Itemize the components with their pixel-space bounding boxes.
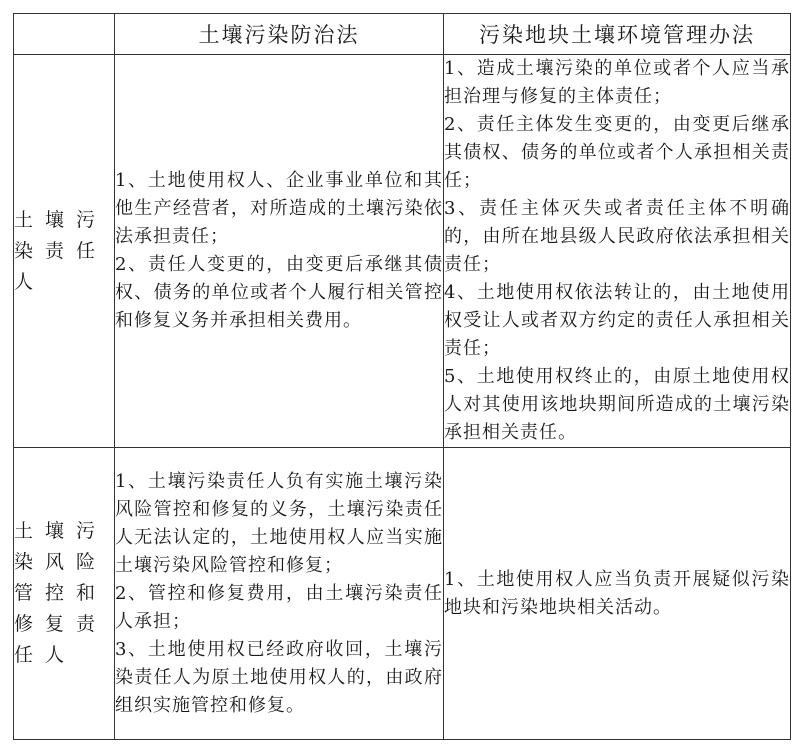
list-item: 5、土地使用权终止的，由原土地使用权人对其使用该地块期间所造成的土壤污染承担相关责任。	[444, 366, 790, 443]
row-label-polluter: 土壤污染责任人	[14, 55, 115, 448]
list-item: 3、土地使用权已经政府收回，土壤污染责任人为原土地使用权人的，由政府组织实施管控和修复。	[115, 638, 443, 716]
column-header-measures: 污染地块土壤环境管理办法	[444, 14, 791, 55]
column-header-law: 土壤污染防治法	[115, 14, 444, 55]
header-row	[14, 14, 791, 55]
list-item: 4、土地使用权依法转让的，由土地使用权受让人或者双方约定的责任人承担相关责任；	[444, 282, 790, 359]
law-cell-polluter	[115, 55, 444, 448]
list-item: 1、土地使用权人、企业事业单位和其他生产经营者，对所造成的土壤污染依法承担责任；	[115, 170, 443, 247]
list-item: 3、责任主体灭失或者责任主体不明确的，由所在地县级人民政府依法承担相关责任；	[444, 198, 790, 275]
measures-cell-polluter	[444, 55, 791, 448]
list-item: 1、土壤污染责任人负有实施土壤污染风险管控和修复的义务，土壤污染责任人无法认定的，土地使用权人应当实施土壤污染风险管控和修复；	[115, 470, 443, 576]
table-row-polluter	[14, 55, 791, 448]
measures-cell-risk-control	[444, 448, 791, 740]
list-item: 2、管控和修复费用，由土壤污染责任人承担；	[115, 582, 443, 632]
law-cell-risk-control	[115, 448, 444, 740]
row-label-risk-control: 土壤污染风险管控和修复责任人	[14, 448, 115, 740]
list-item: 1、造成土壤污染的单位或者个人应当承担治理与修复的主体责任；	[444, 58, 790, 107]
table-row-risk-control	[14, 448, 791, 740]
list-item: 2、责任人变更的，由变更后承继其债权、债务的单位或者个人履行相关管控和修复义务并承担相关费用。	[115, 254, 443, 331]
corner-header-cell	[14, 14, 115, 55]
list-item: 2、责任主体发生变更的，由变更后继承其债权、债务的单位或者个人承担相关责任；	[444, 114, 790, 191]
list-item: 1、土地使用权人应当负责开展疑似污染地块和污染地块相关活动。	[444, 568, 790, 618]
comparison-table	[13, 13, 791, 740]
